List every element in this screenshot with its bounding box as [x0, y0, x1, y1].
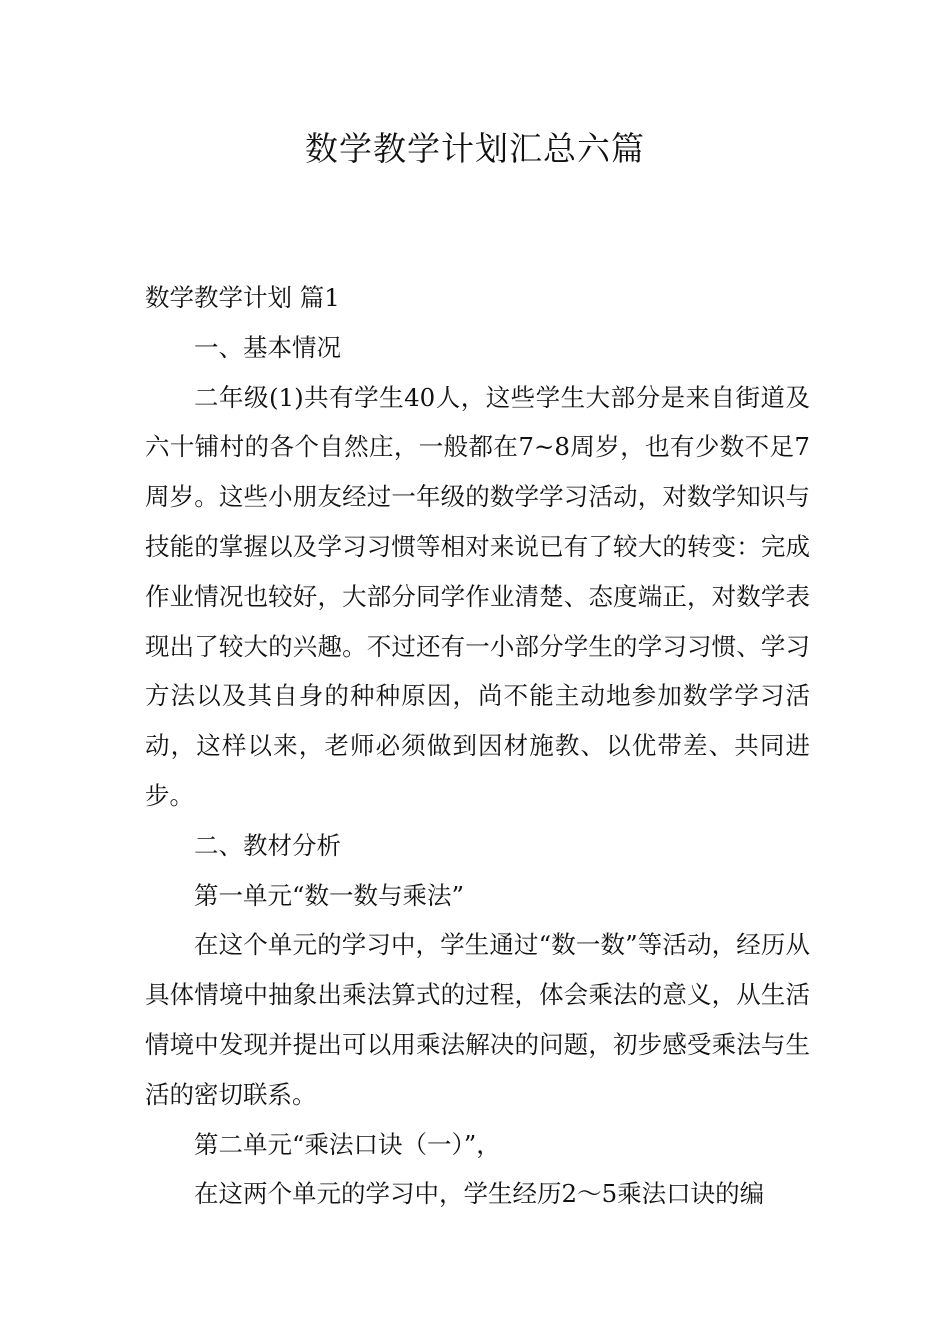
- heading-unit-two: 第二单元“乘法口诀（一）”，: [194, 1129, 501, 1159]
- section-heading: 数学教学计划 篇1: [145, 283, 340, 312]
- paragraph-unit-two: 在这两个单元的学习中，学生经历2～5乘法口诀的编: [194, 1179, 765, 1209]
- document-title: 数学教学计划汇总六篇: [305, 129, 645, 168]
- heading-basic-situation: 一、基本情况: [194, 332, 341, 362]
- paragraph-basic-situation: 二年级(1)共有学生40人，这些学生大部分是来自街道及六十铺村的各个自然庄，一般都在7~8周岁，也有少数不足7周岁。这些小朋友经过一年级的数学学习活动，对数学知识与技能的掌握以及学习习惯等相对来说已有了较大的转变：完成作业情况也较好，大部分同学作业清楚、态度端正，对数学表现出了较大的兴趣。不过还有一小部分学生的学习习惯、学习方法以及其自身的种种原因，尚不能主动地参加数学学习活动，这样以来，老师必须做到因材施教、以优带差、共同进步。: [145, 382, 810, 810]
- heading-unit-one: 第一单元“数一数与乘法”: [194, 880, 465, 910]
- document-body: [145, 273, 810, 1219]
- heading-textbook-analysis: 二、教材分析: [194, 830, 341, 860]
- paragraph-unit-one: 在这个单元的学习中，学生通过“数一数”等活动，经历从具体情境中抽象出乘法算式的过程，体会乘法的意义，从生活情境中发现并提出可以用乘法解决的问题，初步感受乘法与生活的密切联系。: [145, 930, 810, 1109]
